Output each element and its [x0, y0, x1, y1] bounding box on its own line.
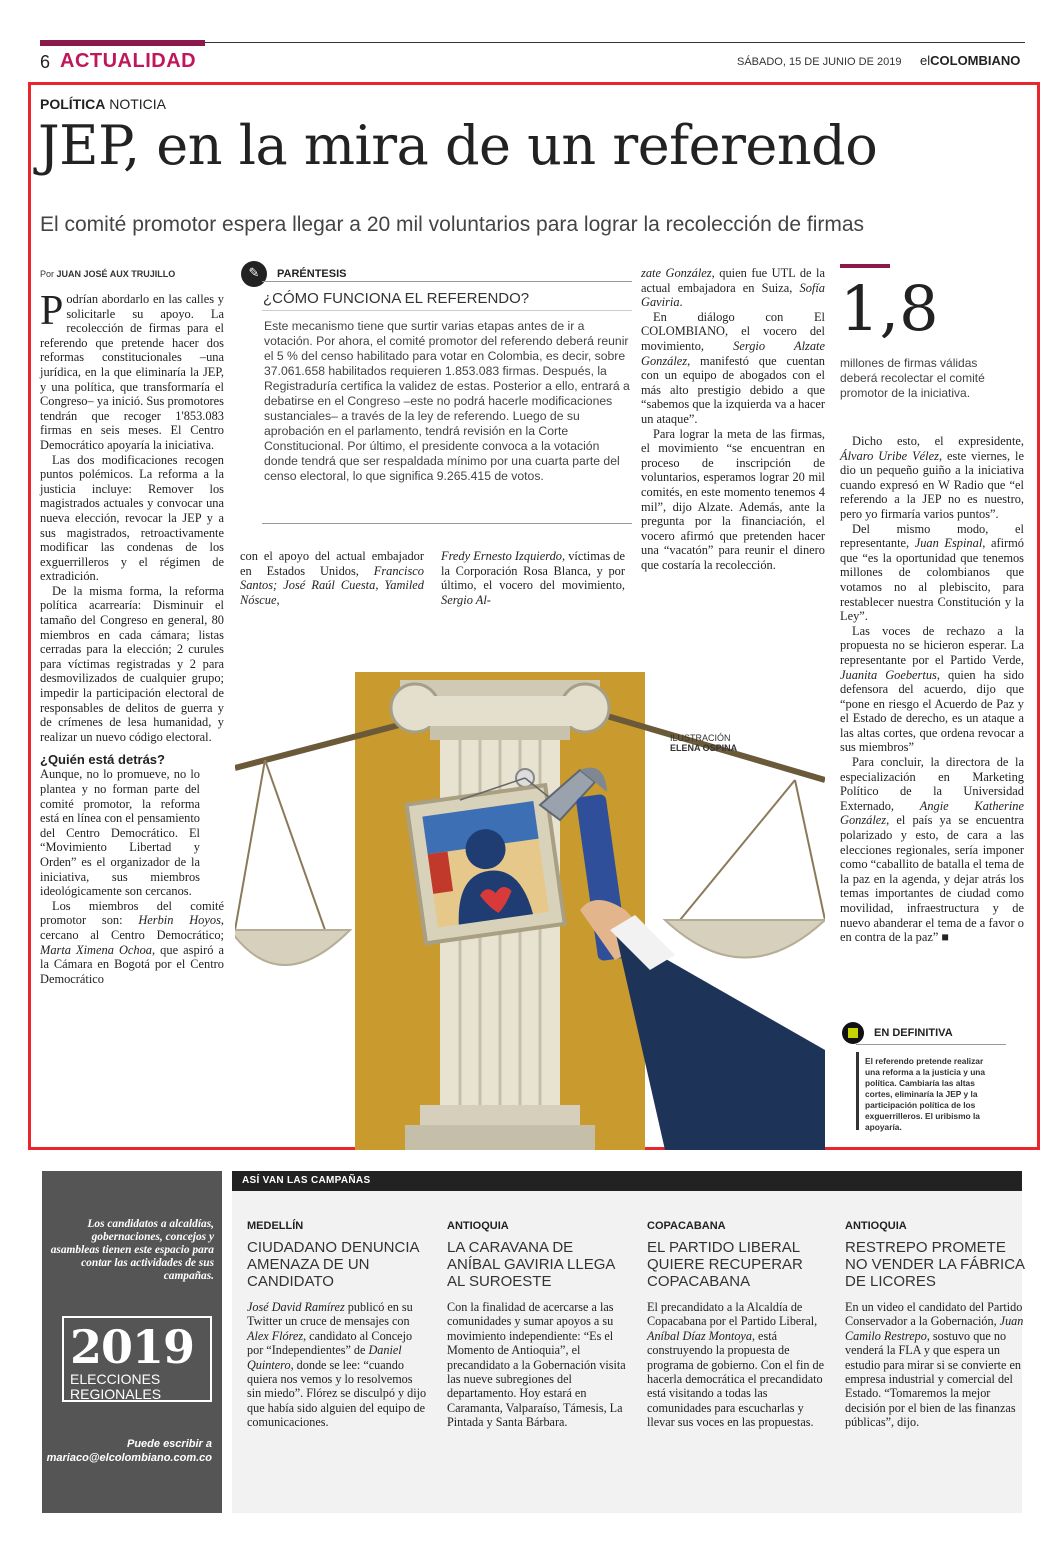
- issue-date: SÁBADO, 15 DE JUNIO DE 2019: [737, 56, 902, 68]
- article-headline: JEP, en la mira de un referendo: [38, 114, 878, 177]
- campaign-region: ANTIOQUIA: [447, 1220, 509, 1232]
- stat-number: 1,8: [840, 272, 939, 345]
- page-number: 6: [40, 52, 51, 72]
- campaign-region: MEDELLÍN: [247, 1220, 304, 1232]
- campaign-title: EL PARTIDO LIBERAL QUIERE RECUPERAR COPACABANA: [647, 1239, 803, 1290]
- paragraph: Para concluir, la directora de la especialización en Marketing Político de la Universidad Externado, Angie Katherine González, el país ya se encuentra polarizado y esto, de cara a las elecciones regionales, sería imponer como “caballito de batalla el tema de la paz en la agenda, y dejar atrás los temas importantes de ciudad como movilidad, infraestructura y de nuevo abanderar el tema de a favor o en contra de la paz” ■: [840, 755, 1024, 945]
- parentesis-title: ¿CÓMO FUNCIONA EL REFERENDO?: [263, 290, 530, 307]
- campaign-region: ANTIOQUIA: [845, 1220, 907, 1232]
- campaign-region: COPACABANA: [647, 1220, 726, 1232]
- portrait-frame: [407, 785, 565, 943]
- left-scale-pan: [235, 930, 350, 965]
- header-accent-rule: [40, 40, 205, 46]
- paragraph: Para lograr la meta de las firmas, el movimiento “se encuentran en proceso de inscripción de voluntarios, esperamos lograr 20 mil comités, en este momento tenemos 4 mil”, dijo Alzate. Además, ante la pregunta por la financiación, el vocero afirmó que pretenden hacer una “vacatón” para reunir el dinero que costaría la recolección.: [641, 426, 825, 572]
- pushpin-icon: ✎: [241, 261, 267, 287]
- campaign-item: [647, 1220, 827, 1430]
- paragraph: Los miembros del comité promotor son: Herbin Hoyos, cercano al Centro Democrático; Marta Ximena Ochoa, que aspiró a la Cámara en Bogotá por el Centro Democrático: [40, 898, 225, 986]
- stat-caption: millones de firmas válidas deberá recolectar el comité promotor de la iniciativa.: [840, 356, 985, 400]
- campaign-item: [845, 1220, 1025, 1430]
- paragraph: con el apoyo del actual embajador en Estados Unidos, Francisco Santos; José Raúl Cuesta, Yamiled Nóscue,: [240, 549, 424, 607]
- section-subtitle: ¿Quién está detrás?: [40, 752, 165, 768]
- paragraph: De la misma forma, la reforma política acarrearía: Disminuir el tamaño del Congreso en general, 80 miembros en cada cámara; listas cerradas para la elección; 2 curules para víctimas registradas y 2 para desmovilizados de cualquier grupo; impedir la participación electoral de responsables de delitos de guerra y de crímenes de lesa humanidad, y realizar un nuevo código electoral.: [40, 583, 224, 744]
- elections-logo-line2: REGIONALES: [70, 1386, 162, 1402]
- campaigns-side-note: Los candidatos a alcaldías, gobernaciones, concejos y asambleas tienen este espacio para contar las actividades de sus campañas.: [50, 1218, 214, 1282]
- campaign-text: En un video el candidato del Partido Conservador a la Gobernación, Juan Camilo Restrepo, sostuvo que no venderá la FLA y que espera un estudio para mirar si se convierte en empresa industrial y comercial del Estado. “Tomaremos la mejor decisión por el bien de las finanzas públicas”, dijo.: [845, 1300, 1024, 1430]
- summary-icon: [842, 1022, 864, 1044]
- article-column-5: [840, 434, 1024, 945]
- campaign-text: El precandidato a la Alcaldía de Copacabana por el Partido Liberal, Aníbal Díaz Montoya, está construyendo la propuesta de programa de gobierno. Con el fin de hacerla democrática el precandidato está visitando a todas las comunidades para escucharlas y llevar sus voces en las propuestas.: [647, 1300, 825, 1430]
- elections-logo-line1: ELECCIONES: [70, 1371, 161, 1387]
- article-kicker: POLÍTICA NOTICIA: [40, 96, 167, 112]
- campaign-title: RESTREPO PROMETE NO VENDER LA FÁBRICA DE LICORES: [845, 1239, 1025, 1290]
- article-column-4: [641, 266, 825, 572]
- article-column-3: [441, 549, 625, 607]
- campaign-text: Con la finalidad de acercarse a las comunidades y sumar apoyos a su movimiento independiente: “Es el Momento de Antioquia”, el precandidato a la Gobernación visita las nueve subregiones del departamento. Hoy estará en Caramanta, Valparaíso, Támesis, La Pintada y Santa Bárbara.: [447, 1300, 626, 1430]
- paragraph: Dicho esto, el expresidente, Álvaro Uribe Vélez, este viernes, le dio un pequeño guiño a la iniciativa cuando expresó en W Radio que “el referendo a la JEP no es nuestro, pero yo firmaría varios puntos”.: [840, 434, 1024, 521]
- divider: [856, 1044, 1006, 1045]
- newspaper-brand: elCOLOMBIANO: [920, 53, 1021, 68]
- paragraph: Del mismo modo, el representante, Juan Espinal, afirmó que “es la oportunidad que tenemos millones de colombianos que votamos no al plebiscito, para restablecer nuestra Constitución y la Ley”.: [840, 521, 1024, 624]
- campaign-text: José David Ramírez publicó en su Twitter un cruce de mensajes con Alex Flórez, candidato al Concejo por “Independientes” de Daniel Quintero, donde se lee: “cuando quiera nos vemos y lo resolvemos sin miedo”. Flórez se disculpó y dijo que había sido alguien del equipo de comunicaciones.: [247, 1300, 427, 1430]
- article-column-2: [240, 549, 424, 607]
- campaign-item: [247, 1220, 427, 1430]
- illustration-credit: ILUSTRACIÓN ELENA OSPINA: [670, 733, 738, 753]
- header-rule: [205, 42, 1025, 43]
- section-title: ACTUALIDAD: [60, 50, 197, 72]
- campaign-title: CIUDADANO DENUNCIA AMENAZA DE UN CANDIDATO: [247, 1239, 419, 1290]
- paragraph: Fredy Ernesto Izquierdo, víctimas de la Corporación Rosa Blanca, y por último, el vocero del movimiento, Sergio Al-: [441, 549, 625, 607]
- parentesis-label: PARÉNTESIS: [277, 268, 347, 280]
- paragraph: Aunque, no lo promueve, no lo plantea y no forman parte del comité promotor, la reforma está en línea con el pensamiento del Centro Democrático. El “Movimiento Libertad y Orden” es el organizador de la iniciativa, sus miembros ideológicamente son cercanos.: [40, 767, 200, 899]
- paragraph: zate González, quien fue UTL de la actual embajadora en Suiza, Sofía Gaviria.: [641, 266, 825, 310]
- article-byline: Por JUAN JOSÉ AUX TRUJILLO: [40, 269, 176, 279]
- paragraph: En diálogo con El COLOMBIANO, el vocero del movimiento, Sergio Alzate González, manifestó que cuentan con un equipo de abogados con el más alto prestigio debido a que “sabemos que la izquierda va a hacer un ataque”.: [641, 309, 825, 426]
- campaigns-contact: Puede escribir a mariaco@elcolombiano.com.co: [46, 1438, 212, 1464]
- elections-logo-year: 2019: [70, 1320, 195, 1374]
- article-column-1: [40, 288, 225, 986]
- scales-of-justice-illustration: [235, 610, 825, 1150]
- summary-text: El referendo pretende realizar una reforma a la justicia y una política. Cambiaría las altas cortes, eliminaría la JEP y la participación política de los exguerrilleros. El uribismo la apoyaría.: [856, 1052, 1006, 1130]
- divider: [262, 281, 632, 282]
- divider: [262, 523, 632, 524]
- paragraph: Las dos modificaciones recogen puntos polémicos. La reforma a la justicia incluye: Remover los magistrados actuales y convocar una nueva elección, revocar la JEP y a sus magistrados, retroactivamente modificar las condenas de los exguerrilleros y el régimen de extradición.: [40, 452, 224, 584]
- paragraph: Podrían abordarlo en las calles y solicitarle su apoyo. La recolección de firmas para el referendo que pretende hacer dos reformas constitucionales –una jurídica, en la que eliminaría la JEP, y una política, que transformaría el Congreso– ya inició. Sus promotores tendrán que recoger 1'853.083 firmas en seis meses. El Centro Democrático apoyaría la iniciativa.: [40, 288, 224, 452]
- paragraph: Las voces de rechazo a la propuesta no se hicieron esperar. La representante por el Partido Verde, Juanita Goebertus, quien ha sido defensora del acuerdo, dijo que “pone en riesgo el Acuerdo de Paz y el Estado de derecho, es un ataque a las altas cortes, que ordena revocar a sus miembros”: [840, 623, 1024, 755]
- campaign-title: LA CARAVANA DE ANÍBAL GAVIRIA LLEGA AL SUROESTE: [447, 1239, 615, 1290]
- campaigns-header-label: ASÍ VAN LAS CAMPAÑAS: [242, 1175, 371, 1186]
- stat-accent-rule: [840, 264, 890, 268]
- campaign-item: [447, 1220, 627, 1430]
- article-subhead: El comité promotor espera llegar a 20 mil voluntarios para lograr la recolección de firmas: [40, 213, 865, 236]
- parentesis-body: Este mecanismo tiene que surtir varias etapas antes de ir a votación. Por ahora, el comité promotor del referendo deberá reunir el 5 % del censo habilitado para votar en Colombia, es decir, sobre 37.061.658 habilitados requieren 1.853.083 firmas. Después, la Registraduría certifica la validez de estas. Posterior a ello, entrará a debatirse en el Congreso –este no podrá hacerle modificaciones sustanciales– a través de la ley de referendo. Luego de su aprobación en el parlamento, tendrá revisión en la Corte Constitucional. Por último, el presidente convoca a la votación donde tendrá que ser respaldada mínimo por una cuarta parte del censo electoral, lo que significa 9.265.415 de votos.: [264, 319, 630, 483]
- divider: [262, 310, 632, 311]
- summary-label: EN DEFINITIVA: [874, 1027, 953, 1039]
- right-scale-pan: [665, 920, 825, 958]
